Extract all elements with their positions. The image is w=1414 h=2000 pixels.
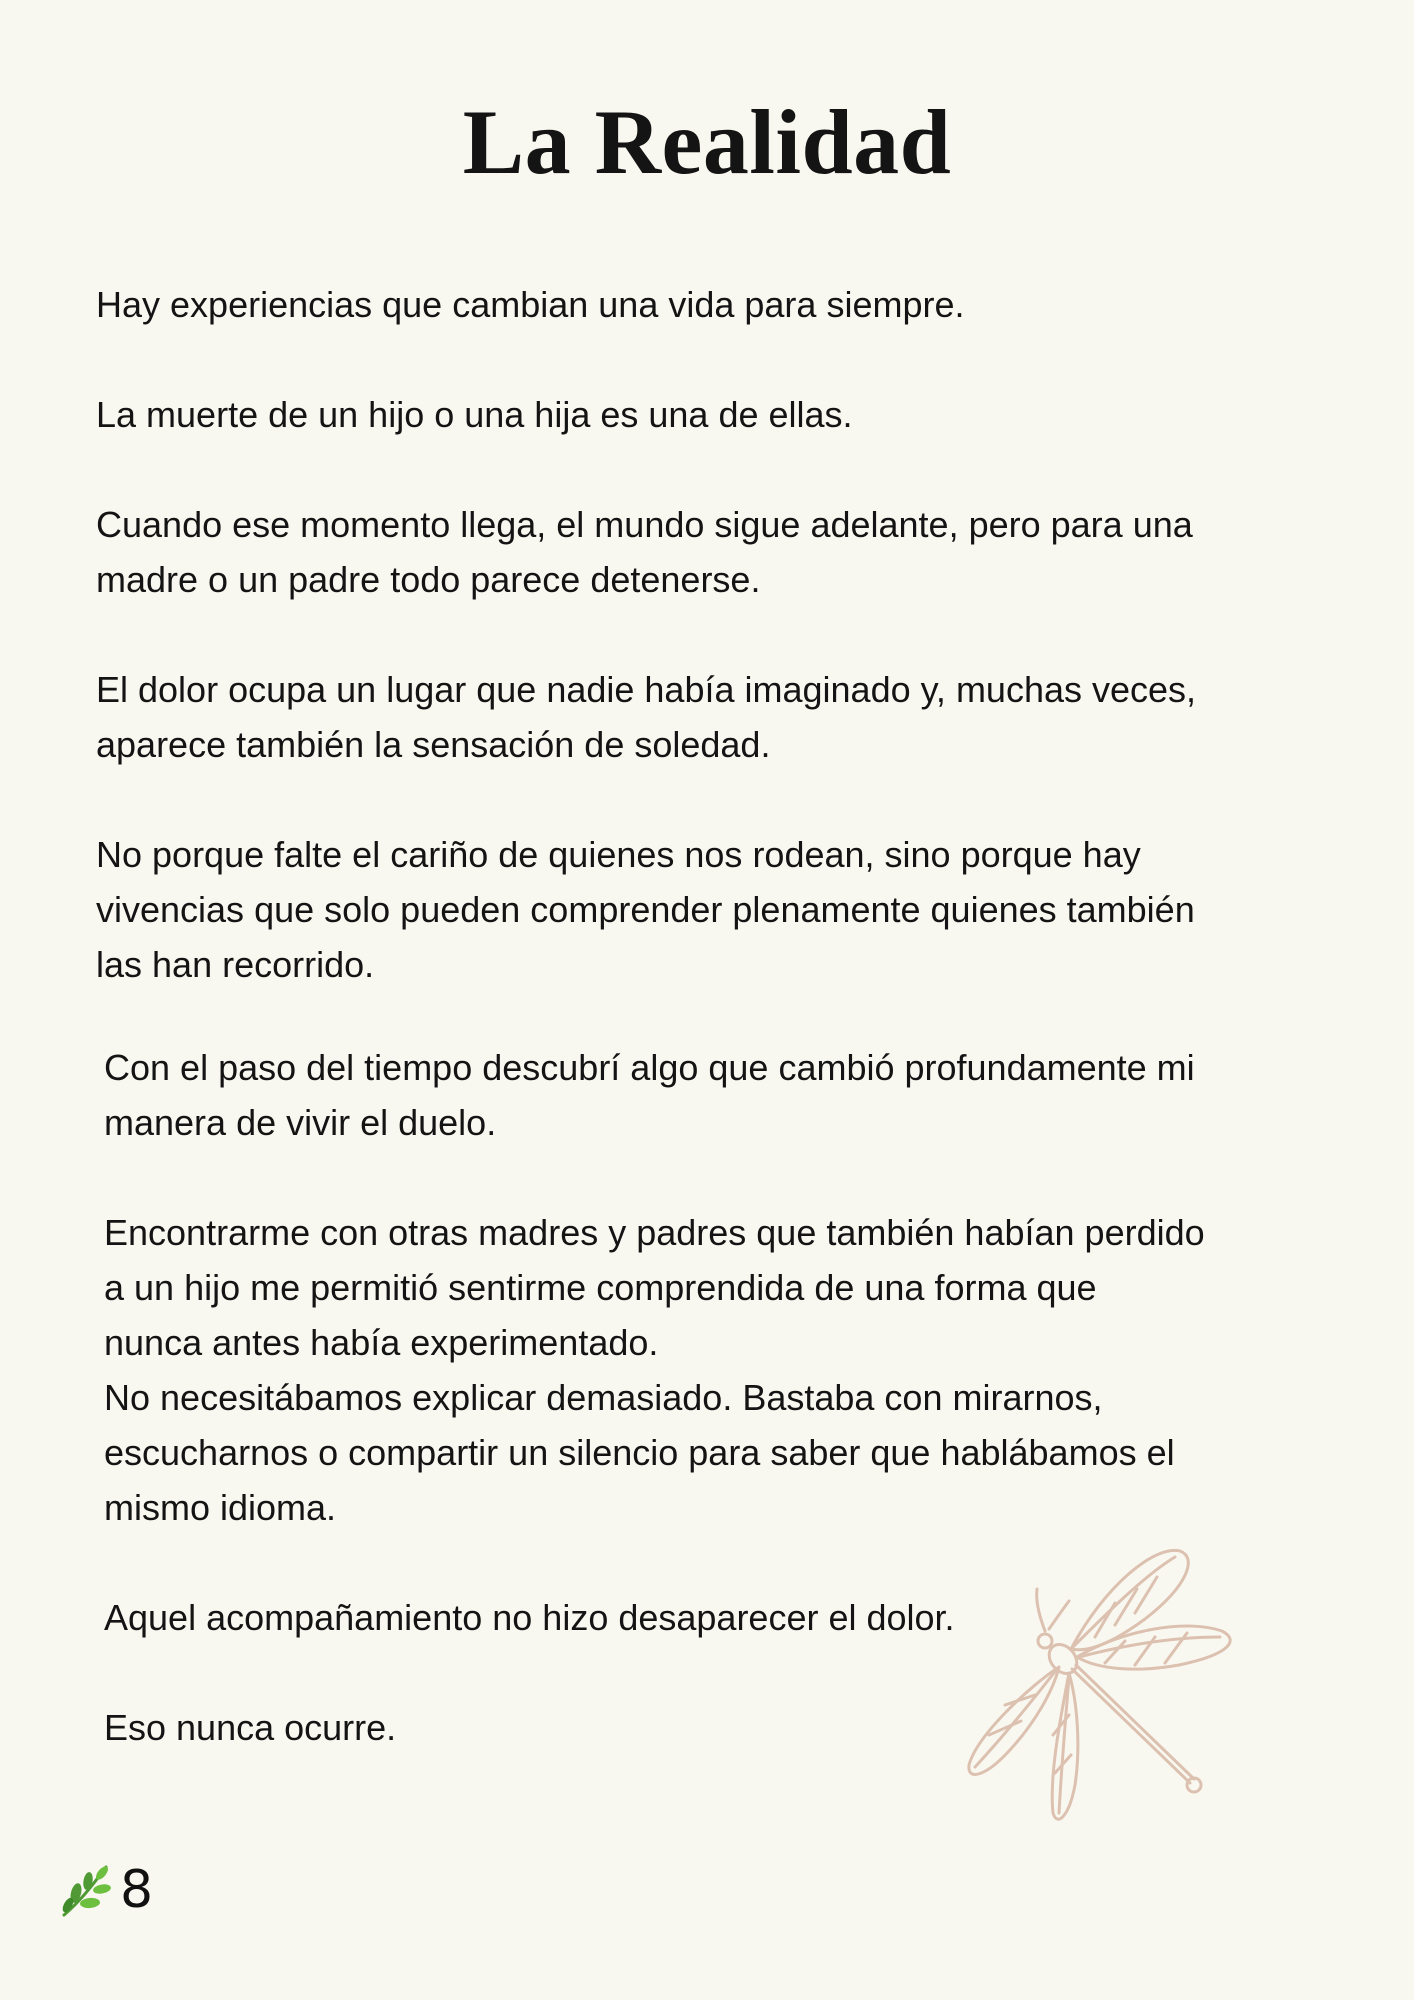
line: Eso nunca ocurre. (104, 1707, 397, 1748)
line: El dolor ocupa un lugar que nadie había imaginado y, muchas veces, (96, 669, 1197, 710)
page-number: 8 (120, 1860, 154, 1920)
line: No porque falte el cariño de quienes nos rodean, sino porque hay (96, 834, 1141, 875)
line: madre o un padre todo parece detenerse. (96, 559, 761, 600)
paragraph-2 (96, 387, 1336, 442)
dragonfly-icon (965, 1545, 1240, 1825)
paragraph-7 (104, 1205, 1344, 1535)
line: vivencias que solo pueden comprender plenamente quienes también (96, 889, 1195, 930)
line: a un hijo me permitió sentirme comprendida de una forma que (104, 1267, 1097, 1308)
line: escucharnos o compartir un silencio para saber que hablábamos el (104, 1432, 1175, 1473)
paragraph-6 (104, 1040, 1344, 1150)
paragraph-4 (96, 662, 1336, 772)
line: Aquel acompañamiento no hizo desaparecer el dolor. (104, 1597, 955, 1638)
paragraph-3 (96, 497, 1336, 607)
line: nunca antes había experimentado. (104, 1322, 659, 1363)
paragraph-1 (96, 277, 1336, 332)
line: aparece también la sensación de soledad. (96, 724, 771, 765)
line: Hay experiencias que cambian una vida para siempre. (96, 284, 965, 325)
text-block-top (96, 277, 1336, 992)
line: manera de vivir el duelo. (104, 1102, 497, 1143)
line: Cuando ese momento llega, el mundo sigue adelante, pero para una (96, 504, 1193, 545)
line: las han recorrido. (96, 944, 375, 985)
line: No necesitábamos explicar demasiado. Bastaba con mirarnos, (104, 1377, 1103, 1418)
line: Con el paso del tiempo descubrí algo que cambió profundamente mi (104, 1047, 1195, 1088)
paragraph-5 (96, 827, 1336, 992)
line: Encontrarme con otras madres y padres que también habían perdido (104, 1212, 1205, 1253)
page-title: La Realidad (462, 91, 952, 193)
page-footer (56, 1858, 153, 1922)
leaf-icon (56, 1859, 118, 1921)
line: La muerte de un hijo o una hija es una de ellas. (96, 394, 853, 435)
line: mismo idioma. (104, 1487, 337, 1528)
